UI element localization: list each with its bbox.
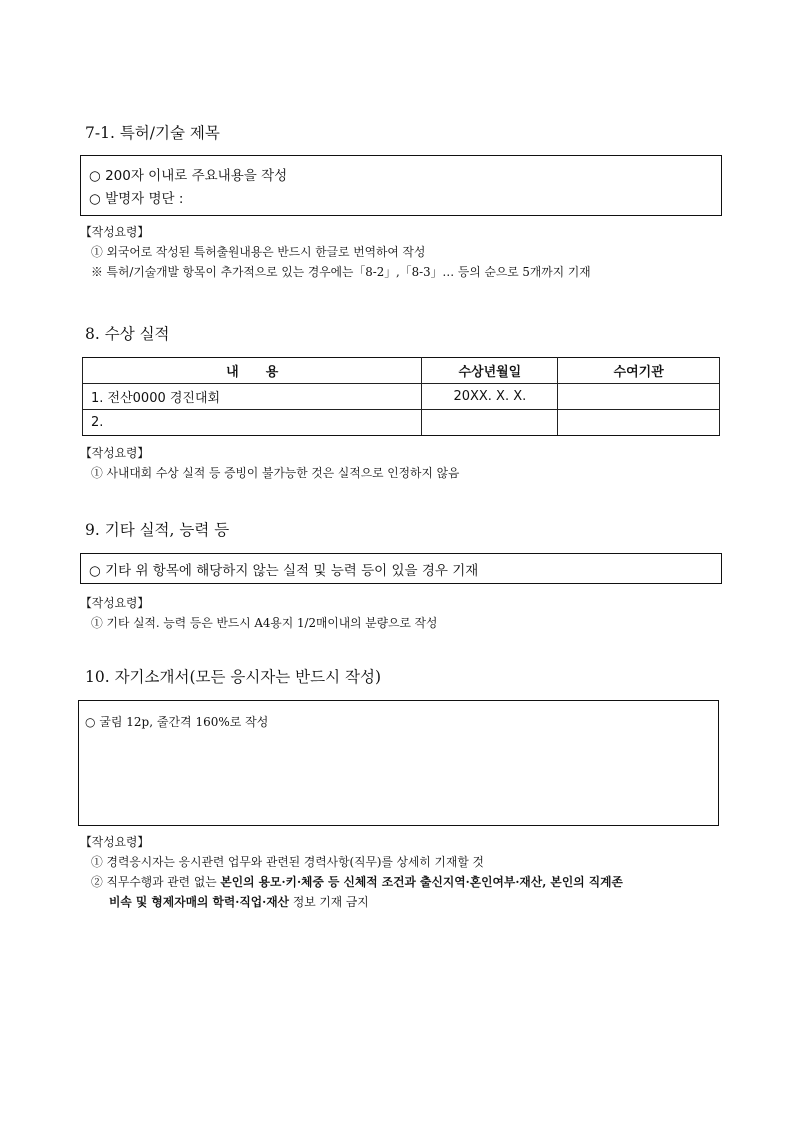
section-7-1-heading: 7-1. 특허/기술 제목 [85, 124, 220, 142]
guide-8 [80, 443, 459, 483]
other-achievements-line: ○ 기타 위 항목에 해당하지 않는 실적 및 능력 등이 있을 경우 기재 [89, 563, 479, 579]
award-table [82, 357, 720, 436]
guide-item [80, 872, 623, 892]
award-content-cell[interactable]: 2. [83, 410, 422, 436]
guide-bold-text: 비속 및 형제자매의 학력·직업·재산 [109, 895, 290, 909]
guide-item: ① 기타 실적. 능력 등은 반드시 A4용지 1/2매이내의 분량으로 작성 [91, 616, 438, 630]
table-row [83, 384, 720, 410]
guide-title: 【작성요령】 [80, 835, 150, 849]
self-introduction-placeholder: ○ 굴림 12p, 줄간격 160%로 작성 [85, 715, 269, 729]
guide-title: 【작성요령】 [80, 225, 150, 239]
award-date-cell[interactable] [422, 410, 558, 436]
header-award-date: 수상년월일 [422, 358, 558, 384]
guide-title: 【작성요령】 [80, 446, 150, 460]
guide-7-1 [80, 222, 591, 282]
section-10-heading: 10. 자기소개서(모든 응시자는 반드시 작성) [85, 668, 382, 686]
section-9-heading: 9. 기타 실적, 능력 등 [85, 521, 230, 539]
award-org-cell[interactable] [558, 384, 720, 410]
award-org-cell[interactable] [558, 410, 720, 436]
guide-item-continued [80, 892, 623, 912]
guide-item: ① 외국어로 작성된 특허출원내용은 반드시 한글로 번역하여 작성 [91, 245, 426, 259]
guide-text: 정보 기재 금지 [289, 895, 369, 909]
section-8-heading: 8. 수상 실적 [85, 325, 170, 343]
patent-summary-line: ○ 200자 이내로 주요내용을 작성 [89, 168, 288, 184]
guide-item: ① 사내대회 수상 실적 등 증빙이 불가능한 것은 실적으로 인정하지 않음 [91, 466, 460, 480]
header-content: 내 용 [83, 358, 422, 384]
guide-item: ① 경력응시자는 응시관련 업무와 관련된 경력사항(직무)를 상세히 기재할 것 [91, 855, 484, 869]
patent-title-box[interactable] [80, 155, 722, 216]
other-achievements-box[interactable] [80, 553, 722, 584]
guide-10 [80, 832, 623, 912]
self-introduction-box[interactable] [78, 700, 719, 826]
guide-text: ② 직무수행과 관련 없는 [91, 875, 221, 889]
guide-title: 【작성요령】 [80, 596, 150, 610]
guide-9 [80, 593, 437, 633]
guide-bold-text: 본인의 용모·키·체중 등 신체적 조건과 출신지역·혼인여부·재산, 본인의 직계존 [220, 875, 623, 889]
header-awarding-org: 수여기관 [558, 358, 720, 384]
guide-note: ※ 특허/기술개발 항목이 추가적으로 있는 경우에는「8-2」,「8-3」… 등의 순으로 5개까지 기재 [91, 265, 591, 279]
inventor-list-line: ○ 발명자 명단 : [89, 191, 184, 207]
table-header-row [83, 358, 720, 384]
table-row [83, 410, 720, 436]
award-content-cell[interactable]: 1. 전산0000 경진대회 [83, 384, 422, 410]
award-date-cell[interactable]: 20XX. X. X. [422, 384, 558, 410]
